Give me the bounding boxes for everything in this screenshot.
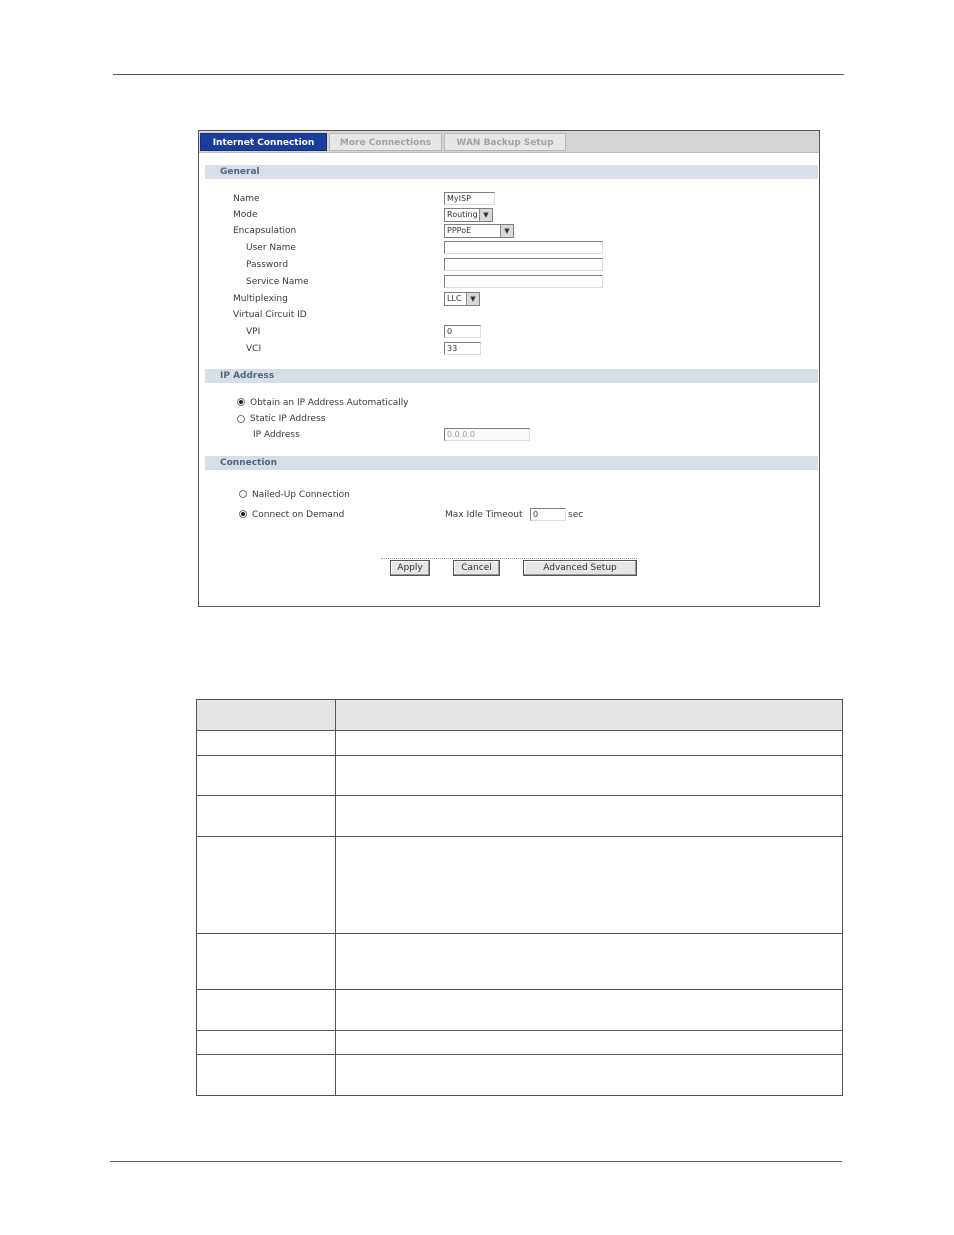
table-cell	[197, 1055, 336, 1096]
chevron-down-icon: ▼	[466, 293, 479, 305]
tab-internet-connection[interactable]: Internet Connection	[200, 133, 327, 151]
mode-label: Mode	[233, 210, 258, 220]
table-cell	[197, 731, 336, 756]
section-general: General	[205, 165, 818, 179]
section-connection: Connection	[205, 456, 818, 470]
vci-label: VCI	[246, 344, 262, 354]
tab-wan-backup-setup[interactable]: WAN Backup Setup	[444, 133, 566, 151]
table-row	[197, 934, 843, 990]
service-name-label: Service Name	[246, 277, 309, 287]
ip-address-input[interactable]: 0.0.0.0	[444, 428, 530, 441]
table-cell	[197, 796, 336, 837]
tab-more-connections[interactable]: More Connections	[329, 133, 442, 151]
table-row	[197, 837, 843, 934]
table-row	[197, 731, 843, 756]
service-name-input[interactable]	[444, 275, 603, 288]
table-cell	[197, 934, 336, 990]
cancel-button[interactable]: Cancel	[453, 560, 500, 576]
table-cell	[336, 756, 843, 796]
static-ip-radio[interactable]	[237, 415, 245, 423]
vpi-input[interactable]: 0	[444, 325, 481, 338]
vc-id-label: Virtual Circuit ID	[233, 310, 307, 320]
user-name-input[interactable]	[444, 241, 603, 254]
vci-input[interactable]: 33	[444, 342, 481, 355]
nailed-up-label: Nailed-Up Connection	[252, 490, 350, 500]
mode-value: Routing	[447, 210, 478, 219]
table-cell	[336, 934, 843, 990]
section-ip-address: IP Address	[205, 369, 818, 383]
name-input[interactable]: MyISP	[444, 192, 495, 205]
footer-rule	[110, 1161, 842, 1162]
connect-on-demand-radio[interactable]	[239, 510, 247, 518]
mode-select[interactable]	[444, 208, 493, 222]
encapsulation-value: PPPoE	[447, 226, 472, 235]
apply-button[interactable]: Apply	[390, 560, 430, 576]
sec-unit-label: sec	[568, 510, 584, 520]
field-description-table	[196, 699, 843, 1096]
table-row	[197, 1055, 843, 1096]
divider	[381, 558, 637, 559]
max-idle-timeout-input[interactable]: 0	[530, 508, 566, 521]
screenshot-frame	[198, 130, 820, 607]
multiplexing-value: LLC	[447, 294, 462, 303]
table-cell	[197, 1031, 336, 1055]
nailed-up-radio[interactable]	[239, 490, 247, 498]
obtain-ip-label: Obtain an IP Address Automatically	[250, 398, 409, 408]
name-label: Name	[233, 194, 260, 204]
multiplexing-select[interactable]	[444, 292, 480, 306]
table-header-row	[197, 700, 843, 731]
multiplexing-label: Multiplexing	[233, 294, 288, 304]
table-cell	[336, 1031, 843, 1055]
table-header-cell	[336, 700, 843, 731]
encapsulation-label: Encapsulation	[233, 226, 297, 236]
connect-on-demand-label: Connect on Demand	[252, 510, 345, 520]
user-name-label: User Name	[246, 243, 296, 253]
table-cell	[197, 990, 336, 1031]
table-cell	[336, 837, 843, 934]
table-cell	[336, 990, 843, 1031]
password-input[interactable]	[444, 258, 603, 271]
obtain-ip-radio[interactable]	[237, 398, 245, 406]
table-row	[197, 990, 843, 1031]
static-ip-label: Static IP Address	[250, 414, 326, 424]
table-row	[197, 756, 843, 796]
table-row	[197, 796, 843, 837]
vpi-label: VPI	[246, 327, 261, 337]
table-cell	[336, 731, 843, 756]
tab-bar	[199, 131, 819, 153]
header-rule	[113, 74, 844, 75]
table-cell	[197, 837, 336, 934]
max-idle-timeout-label: Max Idle Timeout	[445, 510, 523, 520]
ip-address-label: IP Address	[253, 430, 300, 440]
table-cell	[336, 1055, 843, 1096]
table-cell	[197, 756, 336, 796]
advanced-setup-button[interactable]: Advanced Setup	[523, 560, 637, 576]
table-cell	[336, 796, 843, 837]
password-label: Password	[246, 260, 289, 270]
encapsulation-select[interactable]	[444, 224, 514, 238]
table-row	[197, 1031, 843, 1055]
chevron-down-icon: ▼	[500, 225, 513, 237]
chevron-down-icon: ▼	[479, 209, 492, 221]
table-header-cell	[197, 700, 336, 731]
